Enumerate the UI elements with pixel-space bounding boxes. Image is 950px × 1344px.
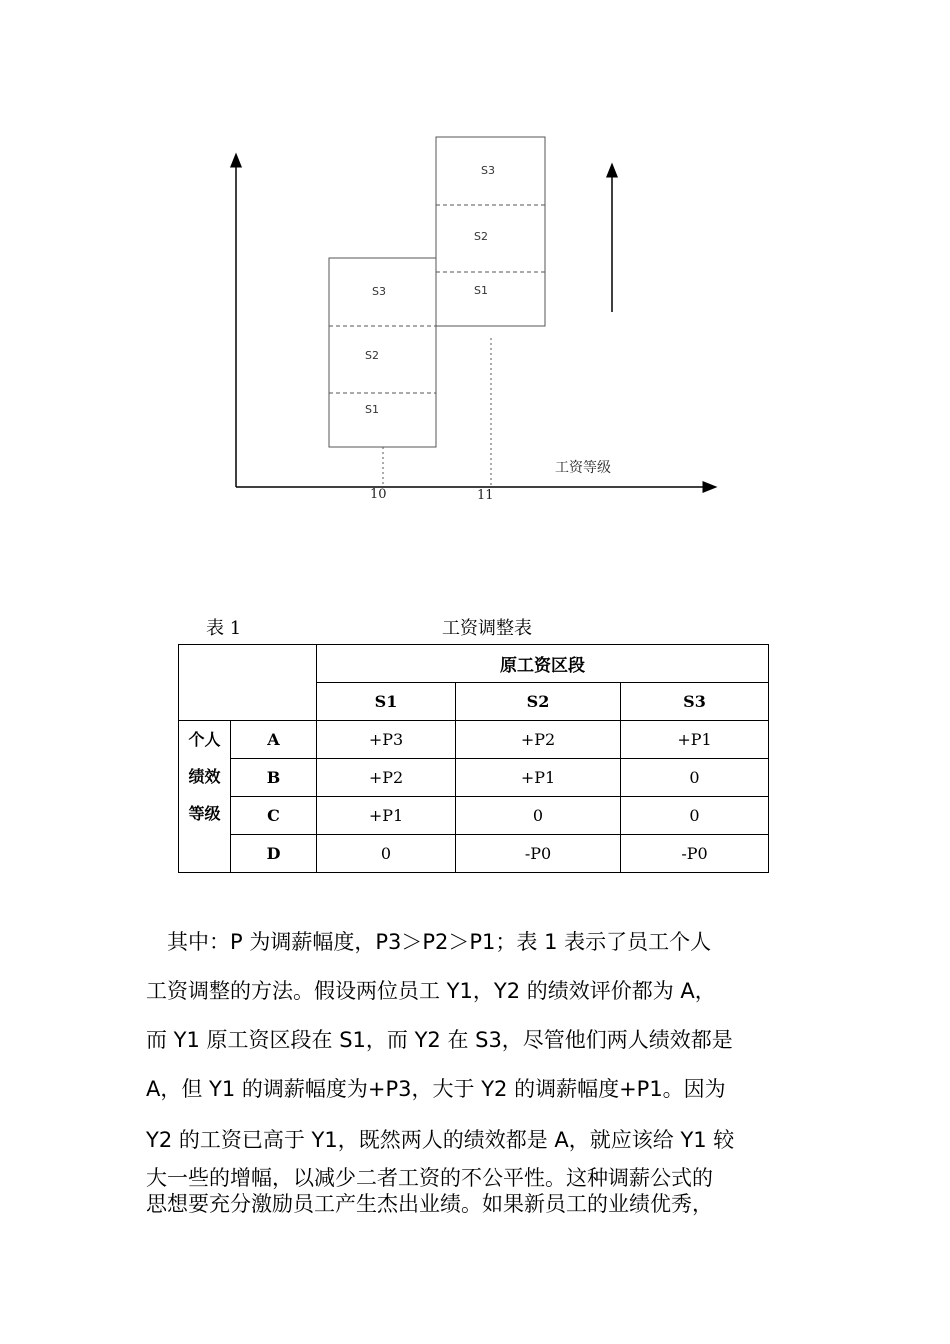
grade-10-s3: S3 xyxy=(372,285,386,298)
grade-10-s2: S2 xyxy=(365,349,379,362)
table-number: 表 1 xyxy=(206,618,242,639)
table-title: 工资调整表 xyxy=(442,618,532,639)
side-label xyxy=(179,721,231,873)
grade-11-s1: S1 xyxy=(474,284,488,297)
tick-11: 11 xyxy=(477,488,494,503)
paragraph-line: 大一些的增幅，以减少二者工资的不公平性。这种调薪公式的 xyxy=(146,1166,713,1190)
side-label-line: 个人 xyxy=(188,730,221,749)
table-cell: +P3 xyxy=(317,721,456,759)
grade-10-s1: S1 xyxy=(365,403,379,416)
table-cell: 0 xyxy=(621,759,769,797)
table-cell: 0 xyxy=(456,797,621,835)
paragraph-line: A，但 Y1 的调薪幅度为+P3，大于 Y2 的调薪幅度+P1。因为 xyxy=(146,1077,726,1101)
paragraph-line: 思想要充分激励员工产生杰出业绩。如果新员工的业绩优秀， xyxy=(146,1192,713,1216)
paragraph-line: 而 Y1 原工资区段在 S1，而 Y2 在 S3，尽管他们两人绩效都是 xyxy=(146,1028,733,1052)
paragraph-line: 工资调整的方法。假设两位员工 Y1，Y2 的绩效评价都为 A， xyxy=(146,979,716,1003)
tick-10: 10 xyxy=(370,487,387,502)
paragraph-line: Y2 的工资已高于 Y1，既然两人的绩效都是 A，就应该给 Y1 较 xyxy=(146,1128,735,1152)
x-axis-label: 工资等级 xyxy=(555,460,611,476)
grade-cell: A xyxy=(231,721,317,759)
grade-cell: D xyxy=(231,835,317,873)
salary-adjustment-table xyxy=(178,644,769,873)
column-header: S3 xyxy=(621,683,769,721)
salary-grade-diagram xyxy=(0,0,950,560)
grade-11-s3: S3 xyxy=(481,164,495,177)
table-cell: +P1 xyxy=(621,721,769,759)
grade-cell: C xyxy=(231,797,317,835)
table-cell: 0 xyxy=(621,797,769,835)
column-header: S2 xyxy=(456,683,621,721)
table-cell: +P2 xyxy=(317,759,456,797)
table-cell: +P2 xyxy=(456,721,621,759)
side-label-line: 等级 xyxy=(188,804,221,823)
grade-11-s2: S2 xyxy=(474,230,488,243)
paragraph-line: 其中：P 为调薪幅度，P3＞P2＞P1；表 1 表示了员工个人 xyxy=(146,930,712,954)
header-group: 原工资区段 xyxy=(317,645,769,683)
table-cell: +P1 xyxy=(317,797,456,835)
table-cell: 0 xyxy=(317,835,456,873)
grade-cell: B xyxy=(231,759,317,797)
table-corner xyxy=(179,645,317,721)
column-header: S1 xyxy=(317,683,456,721)
table-cell: -P0 xyxy=(621,835,769,873)
side-label-line: 绩效 xyxy=(188,767,221,786)
table-cell: +P1 xyxy=(456,759,621,797)
table-cell: -P0 xyxy=(456,835,621,873)
